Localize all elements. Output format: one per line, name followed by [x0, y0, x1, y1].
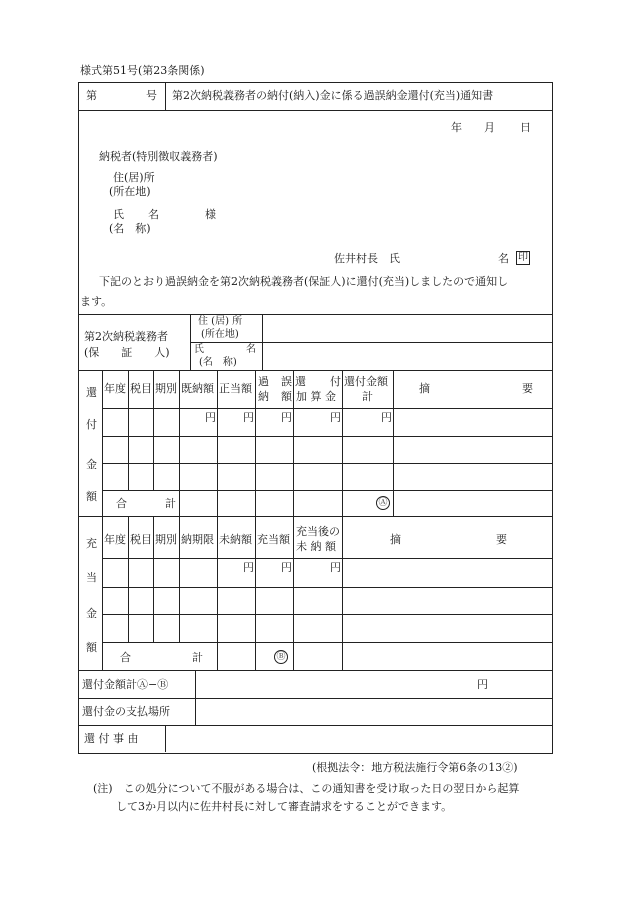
refund-header-tax: 税目	[130, 382, 152, 395]
apply-header-after-1: 充当後の	[296, 525, 340, 538]
notice-line1: 下記のとおり過誤納金を第2次納税義務者(保証人)に還付(充当)しましたので通知し	[99, 275, 509, 288]
refund-header-overpaid-1a: 過	[258, 375, 269, 388]
refund-sum-label-b: 計	[165, 497, 176, 510]
refund-header-correct: 正当額	[219, 382, 252, 395]
refund-header-total-1: 還付金額	[344, 375, 388, 388]
apply-header-tax: 税目	[130, 533, 152, 546]
payment-place-label: 還付金の支払場所	[82, 705, 170, 718]
apply-side-4: 額	[86, 641, 97, 654]
issuer-name-label: 名	[498, 252, 509, 265]
apply-header-after-2: 未 納 額	[296, 540, 336, 553]
apply-header-unpaid: 未納額	[219, 533, 252, 546]
date-month: 月	[484, 121, 495, 134]
apply-header-memo-a: 摘	[390, 533, 401, 546]
refund-mark-a	[376, 496, 390, 510]
refund-unit-correct: 円	[243, 411, 254, 424]
guarantor-name-label-b: 名	[246, 344, 256, 355]
refund-header-year: 年度	[104, 382, 126, 395]
note-line1: (注) この処分について不服がある場合は、この通知書を受け取った日の翌日から起算	[93, 782, 520, 795]
refund-header-overpaid-2a: 納	[258, 390, 269, 403]
date-day: 日	[520, 121, 531, 134]
taxpayer-name-label-b: 名	[148, 208, 159, 221]
refund-header-period: 期別	[155, 382, 177, 395]
refund-header-memo-b: 要	[522, 382, 533, 395]
apply-sum-label-b: 計	[192, 651, 203, 664]
apply-side-1: 充	[86, 537, 97, 550]
apply-header-applied: 充当額	[257, 533, 290, 546]
refund-side-1: 還	[86, 386, 97, 399]
apply-unit-after: 円	[330, 561, 341, 574]
guarantor-name-label-a: 氏	[194, 344, 204, 355]
refund-header-paid: 既納額	[181, 382, 214, 395]
apply-header-year: 年度	[104, 533, 126, 546]
refund-unit-total: 円	[381, 411, 392, 424]
apply-mark-b-text: Ⓑ	[274, 650, 288, 664]
refund-sum-label-a: 合	[116, 497, 127, 510]
taxpayer-label: 納税者(特別徴収義務者)	[99, 150, 218, 163]
guarantor-label-1: 第2次納税義務者	[84, 330, 168, 343]
notice-line2: ます。	[80, 295, 113, 308]
refund-unit-paid: 円	[205, 411, 216, 424]
apply-unit-applied: 円	[281, 561, 292, 574]
guarantor-entity-label: (名 称)	[199, 357, 237, 368]
form-label: 様式第51号(第23条関係)	[80, 64, 205, 77]
taxpayer-honorific: 様	[205, 208, 216, 221]
refund-unit-overpaid: 円	[281, 411, 292, 424]
refund-header-addition-2: 加 算 金	[296, 390, 336, 403]
note-line2: して3か月以内に佐井村長に対して審査請求をすることができます。	[116, 800, 453, 813]
refund-header-total-2: 計	[362, 390, 373, 403]
apply-header-deadline: 納期限	[181, 533, 214, 546]
refund-header-addition-1b: 付	[330, 375, 341, 388]
seal-stamp: 印	[518, 252, 528, 263]
taxpayer-location-label: (所在地)	[109, 185, 151, 198]
apply-header-period: 期別	[155, 533, 177, 546]
apply-side-2: 当	[86, 571, 97, 584]
number-label-last: 号	[146, 89, 157, 102]
refund-header-memo-a: 摘	[419, 382, 430, 395]
refund-side-3: 金	[86, 458, 97, 471]
guarantor-label-2: (保 証 人)	[84, 346, 170, 359]
apply-mark-b	[274, 650, 288, 664]
date-year: 年	[451, 121, 462, 134]
issuer-title: 佐井村長 氏	[334, 252, 400, 265]
refund-reason-label: 還 付 事 由	[84, 732, 139, 745]
refund-total-label: 還付金額計Ⓐ−Ⓑ	[82, 678, 169, 691]
apply-sum-label-a: 合	[120, 651, 131, 664]
legal-basis: (根拠法令：地方税法施行令第6条の13②)	[312, 761, 518, 774]
refund-total-unit: 円	[477, 678, 488, 691]
refund-side-4: 額	[86, 490, 97, 503]
document-title: 第2次納税義務者の納付(納入)金に係る過誤納金還付(充当)通知書	[172, 89, 494, 102]
guarantor-address-label: 住 (居) 所	[198, 316, 243, 327]
apply-header-memo-b: 要	[496, 533, 507, 546]
refund-header-overpaid-2b: 額	[281, 390, 292, 403]
refund-mark-a-text: Ⓐ	[376, 496, 390, 510]
guarantor-location-label: (所在地)	[201, 329, 239, 340]
refund-unit-addition: 円	[330, 411, 341, 424]
taxpayer-address-label: 住(居)所	[113, 171, 155, 184]
apply-unit-unpaid: 円	[243, 561, 254, 574]
refund-header-addition-1a: 還	[295, 375, 306, 388]
refund-header-overpaid-1b: 誤	[281, 375, 292, 388]
taxpayer-name-label-a: 氏	[113, 208, 124, 221]
apply-side-3: 金	[86, 607, 97, 620]
refund-side-2: 付	[86, 418, 97, 431]
taxpayer-entity-label: (名 称)	[109, 222, 151, 235]
number-label-first: 第	[86, 89, 97, 102]
